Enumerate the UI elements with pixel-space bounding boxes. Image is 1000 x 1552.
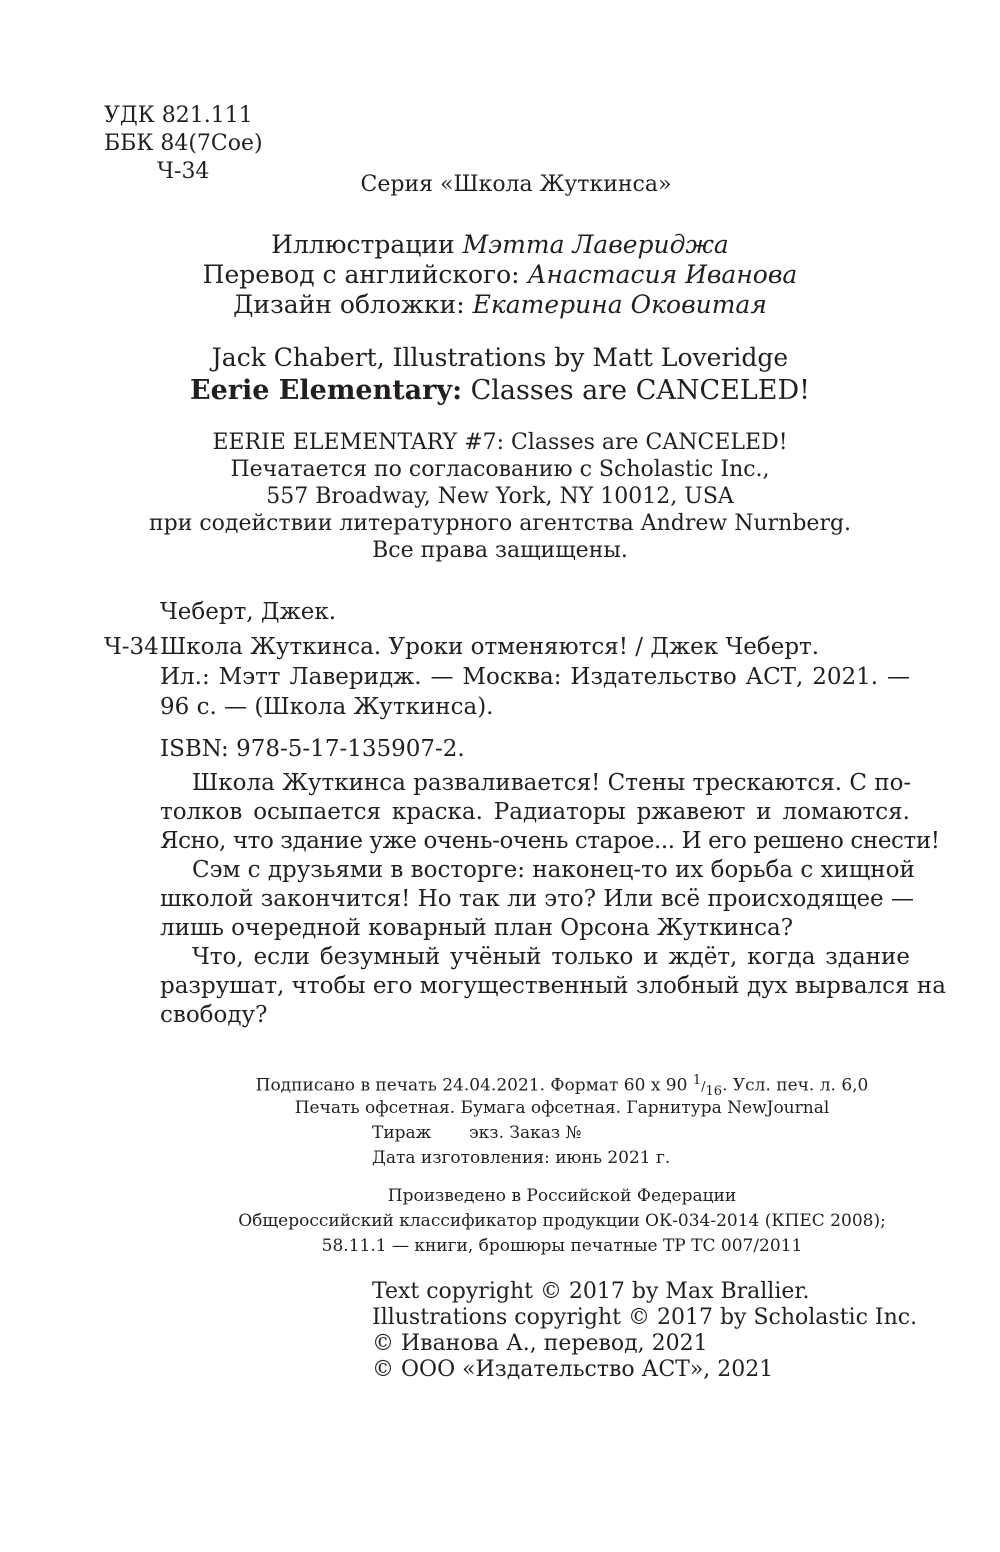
catalog-author-heading: Чеберт, Джек. — [160, 599, 337, 625]
series-title: Серия «Школа Жуткинса» — [360, 172, 672, 197]
annotation-line: Ясно, что здание уже очень-очень старое... И его решено снести! — [160, 828, 940, 854]
annotation-line: Школа Жуткинса разваливается! Стены трескаются. С по- — [192, 770, 912, 796]
rights-line: Все права защищены. — [372, 538, 628, 563]
copyright-line: © ООО «Издательство АСТ», 2021 — [372, 1357, 774, 1382]
annotation-line: школой закончится! Но так ли это? Или всё происходящее — — [160, 886, 914, 912]
credit-illustrations — [0, 232, 1000, 257]
imprint-run: Тираж экз. Заказ № — [372, 1123, 582, 1143]
copyright-line: © Иванова А., перевод, 2021 — [372, 1331, 708, 1356]
copyright-line: Illustrations copyright © 2017 by Scholastic Inc. — [372, 1305, 918, 1330]
annotation-line: Что, если безумный учёный только и ждёт, когда здание — [192, 944, 910, 970]
production-line: 58.11.1 — книги, брошюры печатные ТР ТС 007/2011 — [321, 1236, 803, 1256]
author-mark: Ч-34 — [157, 159, 210, 184]
format-fraction-numerator: 1 — [692, 1073, 702, 1088]
catalog-entry-last: 96 с. — (Школа Жуткинса). — [160, 694, 494, 720]
annotation-line: лишь очередной коварный план Орсона Жуткинса? — [160, 915, 794, 941]
rights-line: 557 Broadway, New York, NY 10012, USA — [266, 484, 734, 509]
imprint-print: Печать офсетная. Бумага офсетная. Гарнитура NewJournal — [294, 1098, 830, 1118]
annotation-line: разрушат, чтобы его могущественный злобный дух вырвался на — [160, 973, 946, 999]
imprint-date: Дата изготовления: июнь 2021 г. — [372, 1148, 671, 1168]
annotation-line: толков осыпается краска. Радиаторы ржавеют и ломаются. — [160, 799, 910, 825]
credit-person: Мэтта Лавериджа — [462, 230, 729, 259]
copyright-line: Text copyright © 2017 by Max Brallier. — [372, 1279, 810, 1304]
credit-cover-design — [0, 292, 1000, 317]
credit-translation — [0, 262, 1000, 287]
isbn: ISBN: 978-5-17-135907-2. — [160, 736, 465, 762]
original-authors: Jack Chabert, Illustrations by Matt Loveridge — [211, 343, 789, 372]
original-title-series: Eerie Elementary: — [189, 375, 463, 406]
production-line: Общероссийский классификатор продукции ОК-034-2014 (КПЕС 2008); — [238, 1211, 886, 1231]
imprint-signed-text: Подписано в печать 24.04.2021. Формат 60 х 90 — [255, 1075, 693, 1096]
rights-line: Печатается по согласованию с Scholastic Inc., — [230, 457, 770, 482]
format-fraction-denominator: 16 — [705, 1084, 723, 1100]
annotation-line: Сэм с друзьями в восторге: наконец-то их борьба с хищной — [192, 857, 915, 883]
annotation-last-line: свободу? — [160, 1002, 268, 1028]
credit-label: Иллюстрации — [271, 230, 463, 259]
imprint-signed-tail: . Усл. печ. л. 6,0 — [722, 1075, 869, 1096]
credit-person: Екатерина Оковитая — [472, 290, 767, 319]
catalog-mark: Ч-34 — [104, 634, 159, 660]
production-line: Произведено в Российской Федерации — [387, 1186, 737, 1206]
catalog-entry-line — [160, 636, 910, 659]
catalog-entry-line: Ил.: Мэтт Лаверидж. — Москва: Издательство АСТ, 2021. — — [160, 664, 910, 690]
rights-line: при содействии литературного агентства Andrew Nurnberg. — [148, 511, 852, 536]
credit-person: Анастасия Иванова — [527, 260, 798, 289]
original-title-book: Classes are CANCELED! — [462, 375, 811, 406]
original-title — [0, 377, 1000, 404]
bbk-code: ББК 84(7Сое) — [104, 131, 263, 156]
credit-label: Перевод с английского: — [202, 260, 528, 289]
catalog-entry-text: Школа Жуткинса. Уроки отменяются! / Джек Чеберт. — [160, 634, 820, 660]
credit-label: Дизайн обложки: — [233, 290, 473, 319]
rights-line: EERIE ELEMENTARY #7: Classes are CANCELED! — [212, 430, 788, 455]
udk-code: УДК 821.111 — [104, 103, 253, 128]
imprint-signed: Подписано в печать 24.04.2021. Формат 60 х 90 $^1/_{16}$. Усл. печ. л. 6,0 — [255, 1073, 869, 1100]
